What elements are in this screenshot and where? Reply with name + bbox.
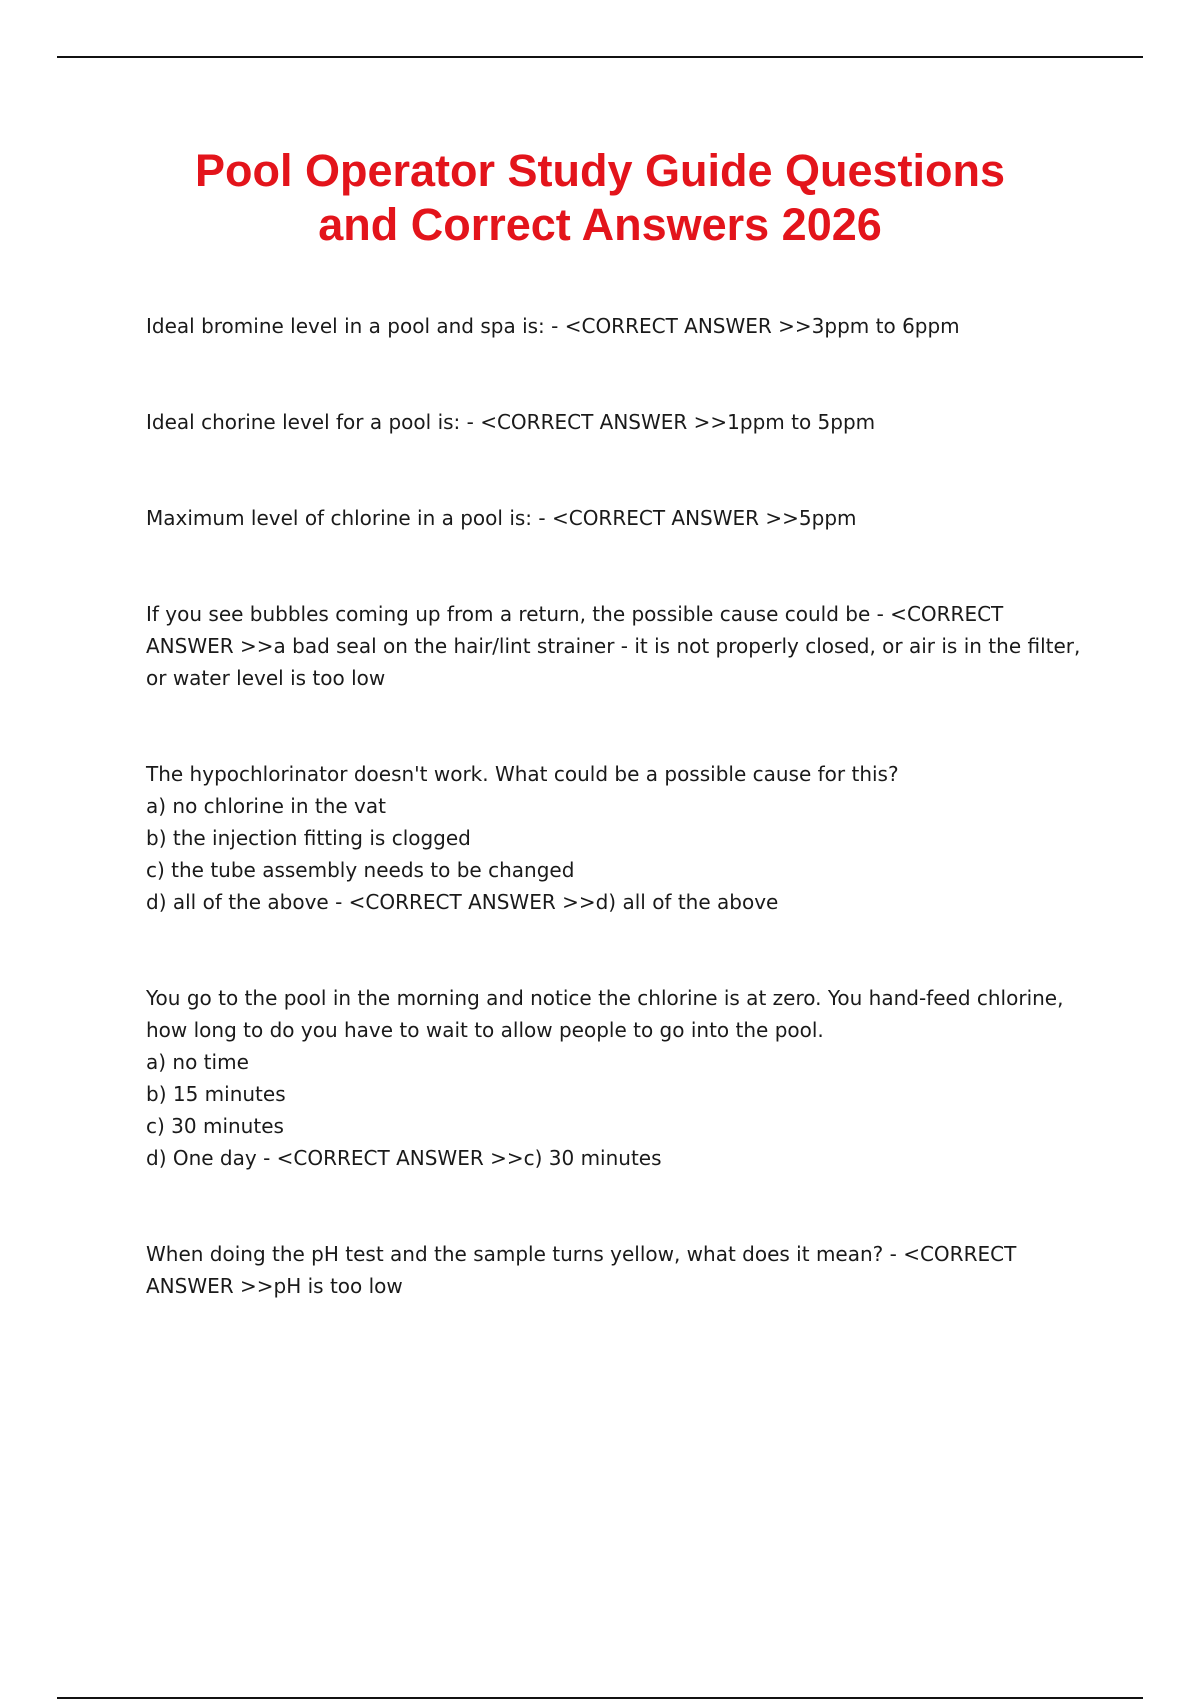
qa-item-1 <box>146 310 1096 342</box>
qa-option: a) no time <box>146 1050 249 1074</box>
qa-text: Maximum level of chlorine in a pool is: - <CORRECT ANSWER >>5ppm <box>146 506 857 530</box>
qa-option: d) all of the above - <CORRECT ANSWER >>d) all of the above <box>146 890 779 914</box>
qa-item-7 <box>146 1238 1096 1302</box>
qa-item-6 <box>146 982 1096 1174</box>
title-line-1: Pool Operator Study Guide Questions <box>194 145 1006 196</box>
qa-list <box>146 310 1096 1302</box>
header-rule <box>57 56 1143 58</box>
qa-item-2 <box>146 406 1096 438</box>
qa-option: b) the injection fitting is clogged <box>146 826 471 850</box>
qa-option: d) One day - <CORRECT ANSWER >>c) 30 minutes <box>146 1146 662 1170</box>
qa-question: You go to the pool in the morning and notice the chlorine is at zero. You hand-feed chlorine, how long to do you have to wait to allow people to go into the pool. <box>146 986 1064 1042</box>
qa-option: c) 30 minutes <box>146 1114 284 1138</box>
qa-option: a) no chlorine in the vat <box>146 794 386 818</box>
qa-text: If you see bubbles coming up from a return, the possible cause could be - <CORRECT ANSWER >>a bad seal on the hair/lint strainer - it is not properly closed, or air is in the filter, or water level is too low <box>146 602 1081 690</box>
qa-item-3 <box>146 502 1096 534</box>
qa-text: Ideal bromine level in a pool and spa is: - <CORRECT ANSWER >>3ppm to 6ppm <box>146 314 960 338</box>
qa-item-4 <box>146 598 1096 694</box>
document-title <box>100 144 1100 252</box>
qa-item-5 <box>146 758 1096 918</box>
footer-rule <box>57 1697 1143 1699</box>
title-line-2: and Correct Answers 2026 <box>318 199 882 250</box>
qa-text: When doing the pH test and the sample turns yellow, what does it mean? - <CORRECT ANSWER >>pH is too low <box>146 1242 1017 1298</box>
qa-text: Ideal chorine level for a pool is: - <CORRECT ANSWER >>1ppm to 5ppm <box>146 410 876 434</box>
qa-question: The hypochlorinator doesn't work. What could be a possible cause for this? <box>146 762 899 786</box>
qa-option: b) 15 minutes <box>146 1082 286 1106</box>
qa-option: c) the tube assembly needs to be changed <box>146 858 575 882</box>
